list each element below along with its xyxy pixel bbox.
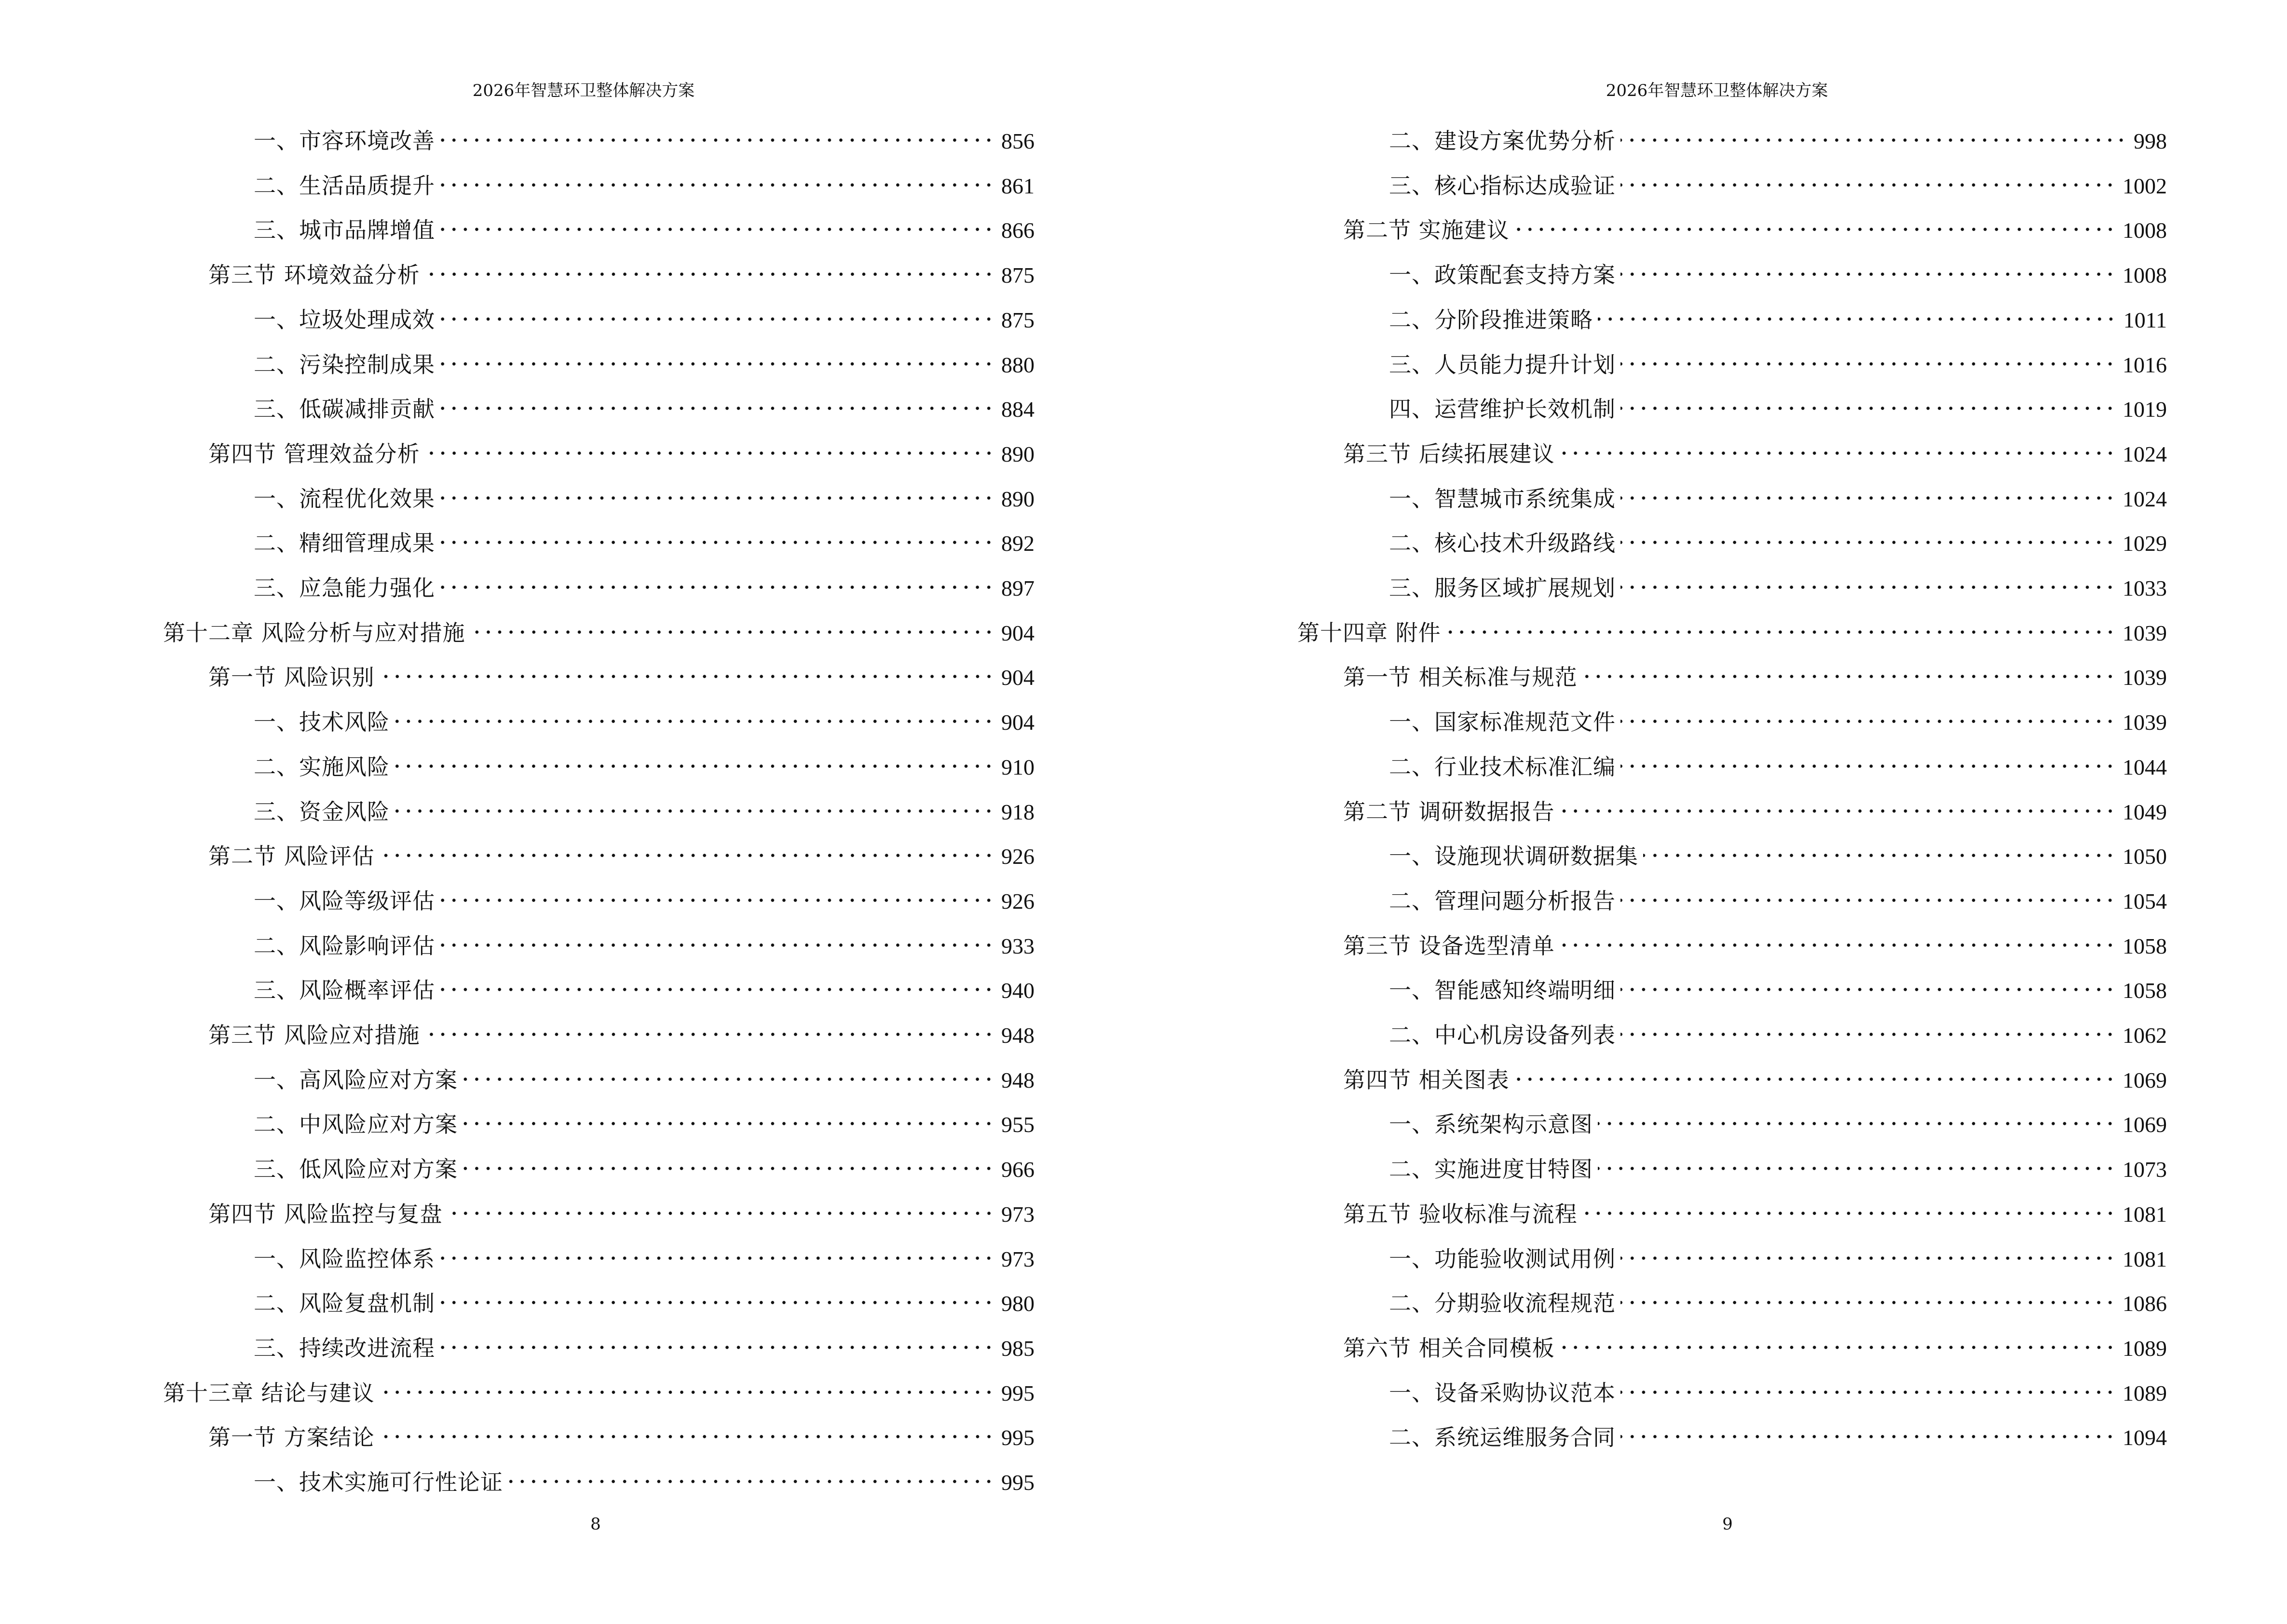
dot-leader [1560,433,2116,462]
toc-entry-title: 二、系统运维服务合同 [1389,1424,1616,1451]
toc-entry-item[interactable] [254,1282,1035,1317]
dot-leader [440,925,994,954]
toc-entry-title: 三、城市品牌增值 [254,217,435,244]
toc-entry-title: 二、分阶段推进策略 [1389,306,1593,333]
toc-entry-page: 1011 [2123,307,2167,332]
dot-leader [395,746,994,775]
toc-entry-title: 第十二章 风险分析与应对措施 [163,619,465,646]
toc-entry-title: 二、中风险应对方案 [254,1111,458,1138]
toc-entry-chapter[interactable] [163,1372,1035,1406]
toc-entry-page: 1044 [2123,754,2167,779]
toc-entry-page: 856 [1001,129,1035,153]
page-number: 8 [590,1515,601,1534]
toc-entry-page: 1086 [2123,1291,2167,1316]
toc-entry-section[interactable] [1343,1327,2167,1361]
dot-leader [1582,1193,2116,1222]
toc-entry-page: 1016 [2123,352,2167,377]
toc-entry-page: 1002 [2123,173,2167,198]
dot-leader [1620,343,2116,372]
toc-entry-section[interactable] [1343,1059,2167,1093]
toc-entry-item[interactable] [1389,164,2167,199]
toc-entry-item[interactable] [1389,120,2167,154]
dot-leader [1560,1327,2116,1356]
toc-entry-title: 三、风险概率评估 [254,977,435,1004]
toc-entry-item[interactable] [254,1461,1035,1495]
toc-entry-page: 995 [1001,1470,1035,1495]
toc-entry-title: 一、风险监控体系 [254,1245,435,1272]
toc-entry-title: 第二节 实施建议 [1343,217,1510,244]
dot-leader [440,880,994,909]
toc-entry-title: 三、资金风险 [254,798,390,825]
toc-entry-page: 940 [1001,978,1035,1003]
toc-entry-section[interactable] [1343,656,2167,691]
dot-leader [1598,1103,2116,1132]
toc-entry-page: 1039 [2123,665,2167,690]
toc-entry-page: 880 [1001,352,1035,377]
toc-entry-title: 一、设施现状调研数据集 [1389,843,1638,870]
dot-leader [1620,254,2116,283]
toc-entry-page: 998 [2134,129,2167,153]
toc-entry-page: 948 [1001,1023,1035,1048]
toc-entry-item[interactable] [1389,1416,2167,1451]
toc-entry-title: 三、持续改进流程 [254,1335,435,1361]
toc-entry-page: 1008 [2123,218,2167,243]
toc-entry-page: 933 [1001,933,1035,958]
toc-entry-item[interactable] [1389,1282,2167,1317]
dot-leader [395,701,994,730]
toc-entry-title: 一、技术实施可行性论证 [254,1469,503,1495]
toc-entry-title: 三、服务区域扩展规划 [1389,575,1616,601]
toc-list [1144,0,2287,1624]
toc-entry-page: 910 [1001,754,1035,779]
toc-entry-title: 一、市容环境改善 [254,128,435,154]
toc-entry-chapter[interactable] [1297,612,2167,646]
toc-entry-title: 二、行业技术标准汇编 [1389,753,1616,780]
toc-entry-page: 980 [1001,1291,1035,1316]
toc-entry-page: 1062 [2123,1023,2167,1048]
toc-entry-item[interactable] [254,388,1035,423]
dot-leader [1582,656,2116,685]
toc-entry-page: 1054 [2123,888,2167,914]
toc-entry-item[interactable] [1389,969,2167,1004]
toc-entry-item[interactable] [1389,880,2167,914]
dot-leader [440,120,994,149]
toc-entry-page: 1050 [2123,844,2167,869]
toc-entry-item[interactable] [1389,746,2167,780]
toc-entry-item[interactable] [1389,522,2167,557]
toc-entry-title: 一、技术风险 [254,709,390,736]
toc-entry-item[interactable] [254,880,1035,914]
toc-entry-title: 三、应急能力强化 [254,575,435,601]
toc-entry-page: 1081 [2123,1201,2167,1227]
toc-entry-title: 第一节 相关标准与规范 [1343,664,1578,691]
toc-entry-page: 1024 [2123,441,2167,466]
toc-entry-title: 一、国家标准规范文件 [1389,709,1616,736]
dot-leader [448,1193,994,1222]
toc-entry-chapter[interactable] [163,612,1035,646]
page-right [1144,0,2287,1624]
toc-entry-title: 二、生活品质提升 [254,172,435,199]
dot-leader [463,1103,994,1132]
toc-entry-item[interactable] [254,1238,1035,1272]
toc-entry-item[interactable] [1389,1103,2167,1138]
dot-leader [1620,1416,2116,1445]
dot-leader [1446,612,2116,641]
toc-entry-page: 861 [1001,173,1035,198]
toc-entry-page: 926 [1001,888,1035,914]
toc-entry-item[interactable] [1389,1238,2167,1272]
dot-leader [1514,1059,2116,1088]
toc-entry-title: 第六节 相关合同模板 [1343,1335,1555,1361]
toc-entry-title: 二、中心机房设备列表 [1389,1022,1616,1048]
toc-entry-item[interactable] [254,567,1035,601]
toc-entry-title: 二、实施风险 [254,753,390,780]
toc-entry-item[interactable] [1389,254,2167,288]
dot-leader [1620,567,2116,596]
dot-leader [440,343,994,372]
toc-entry-page: 875 [1001,307,1035,332]
toc-entry-page: 875 [1001,263,1035,288]
toc-entry-page: 1049 [2123,799,2167,824]
dot-leader [1560,925,2116,954]
dot-leader [380,1372,994,1401]
toc-entry-page: 926 [1001,844,1035,869]
toc-entry-section[interactable] [1343,433,2167,467]
dot-leader [440,1327,994,1356]
toc-entry-title: 一、垃圾处理成效 [254,306,435,333]
toc-entry-page: 973 [1001,1201,1035,1227]
running-header: 2026年智慧环卫整体解决方案 [1606,81,1828,100]
dot-leader [380,1416,994,1445]
running-header: 2026年智慧环卫整体解决方案 [472,81,695,100]
toc-entry-item[interactable] [254,1103,1035,1138]
toc-entry-page: 1039 [2123,620,2167,645]
toc-entry-page: 1024 [2123,486,2167,511]
toc-entry-item[interactable] [1389,835,2167,870]
toc-entry-section[interactable] [208,835,1035,870]
toc-entry-item[interactable] [254,299,1035,333]
dot-leader [1620,969,2116,998]
toc-entry-page: 884 [1001,397,1035,422]
dot-leader [440,209,994,238]
toc-entry-page: 892 [1001,531,1035,556]
dot-leader [508,1461,994,1490]
dot-leader [395,791,994,819]
toc-entry-page: 1094 [2123,1425,2167,1450]
dot-leader [440,388,994,417]
toc-entry-item[interactable] [1389,701,2167,736]
toc-entry-page: 1008 [2123,263,2167,288]
toc-entry-title: 二、分期验收流程规范 [1389,1290,1616,1317]
dot-leader [1620,120,2127,149]
toc-entry-item[interactable] [254,478,1035,512]
dot-leader [1620,388,2116,417]
toc-entry-item[interactable] [1389,567,2167,601]
toc-entry-section[interactable] [1343,791,2167,825]
toc-entry-section[interactable] [1343,925,2167,959]
toc-entry-item[interactable] [254,791,1035,825]
dot-leader [440,1282,994,1311]
toc-entry-page: 1019 [2123,397,2167,422]
toc-entry-item[interactable] [1389,1014,2167,1048]
dot-leader [470,612,994,641]
toc-entry-page: 995 [1001,1380,1035,1406]
toc-entry-page: 966 [1001,1157,1035,1182]
toc-entry-title: 二、风险影响评估 [254,932,435,959]
toc-entry-page: 1069 [2123,1067,2167,1092]
toc-entry-title: 第三节 环境效益分析 [208,262,420,288]
dot-leader [463,1148,994,1177]
dot-leader [1598,1148,2116,1177]
toc-entry-title: 一、智慧城市系统集成 [1389,485,1616,512]
dot-leader [440,969,994,998]
dot-leader [380,835,994,864]
toc-entry-page: 1039 [2123,710,2167,735]
dot-leader [425,254,994,283]
toc-entry-section[interactable] [1343,1193,2167,1227]
toc-entry-title: 三、低碳减排贡献 [254,396,435,423]
toc-entry-title: 一、设备采购协议范本 [1389,1379,1616,1406]
toc-entry-page: 890 [1001,441,1035,466]
toc-entry-title: 三、人员能力提升计划 [1389,351,1616,378]
toc-entry-section[interactable] [208,1193,1035,1227]
toc-entry-title: 第一节 方案结论 [208,1424,375,1451]
toc-entry-page: 904 [1001,620,1035,645]
dot-leader [463,1059,994,1088]
toc-entry-item[interactable] [254,969,1035,1004]
dot-leader [1598,299,2117,328]
dot-leader [440,478,994,506]
toc-entry-title: 二、精细管理成果 [254,530,435,557]
toc-entry-item[interactable] [254,1148,1035,1183]
toc-entry-title: 第四节 相关图表 [1343,1066,1510,1093]
toc-entry-title: 一、高风险应对方案 [254,1066,458,1093]
toc-entry-title: 二、风险复盘机制 [254,1290,435,1317]
dot-leader [440,567,994,596]
toc-entry-page: 897 [1001,576,1035,600]
toc-entry-page: 1089 [2123,1336,2167,1361]
toc-entry-page: 904 [1001,665,1035,690]
toc-entry-item[interactable] [1389,343,2167,378]
toc-entry-section[interactable] [208,1014,1035,1048]
dot-leader [440,1238,994,1267]
toc-entry-title: 二、建设方案优势分析 [1389,128,1616,154]
toc-entry-page: 1089 [2123,1380,2167,1406]
dot-leader [1620,701,2116,730]
dot-leader [425,433,994,462]
toc-entry-section[interactable] [1343,209,2167,244]
toc-entry-page: 866 [1001,218,1035,243]
toc-entry-page: 995 [1001,1425,1035,1450]
toc-entry-item[interactable] [254,343,1035,378]
toc-entry-page: 1069 [2123,1112,2167,1137]
toc-entry-item[interactable] [254,1059,1035,1093]
dot-leader [1514,209,2116,238]
toc-entry-page: 904 [1001,710,1035,735]
toc-entry-title: 三、低风险应对方案 [254,1156,458,1183]
toc-entry-item[interactable] [1389,478,2167,512]
toc-entry-page: 1073 [2123,1157,2167,1182]
page-number: 9 [1722,1515,1733,1534]
toc-entry-title: 第二节 调研数据报告 [1343,798,1555,825]
toc-entry-title: 第十三章 结论与建议 [163,1379,375,1406]
toc-entry-page: 1058 [2123,978,2167,1003]
toc-entry-section[interactable] [208,1416,1035,1451]
toc-entry-item[interactable] [254,925,1035,959]
dot-leader [1620,1014,2116,1043]
dot-leader [1643,835,2116,864]
dot-leader [1620,522,2116,551]
toc-entry-title: 二、实施进度甘特图 [1389,1156,1593,1183]
toc-entry-page: 948 [1001,1067,1035,1092]
toc-entry-title: 三、核心指标达成验证 [1389,172,1616,199]
toc-entry-title: 一、系统架构示意图 [1389,1111,1593,1138]
toc-entry-title: 二、核心技术升级路线 [1389,530,1616,557]
toc-entry-title: 一、政策配套支持方案 [1389,262,1616,288]
toc-entry-section[interactable] [208,254,1035,288]
dot-leader [425,1014,994,1043]
toc-entry-title: 二、污染控制成果 [254,351,435,378]
toc-entry-page: 973 [1001,1246,1035,1271]
toc-entry-title: 第五节 验收标准与流程 [1343,1201,1578,1227]
toc-entry-item[interactable] [254,1327,1035,1361]
dot-leader [1620,880,2116,909]
toc-entry-title: 第四节 管理效益分析 [208,440,420,467]
dot-leader [1620,1238,2116,1267]
dot-leader [440,522,994,551]
dot-leader [380,656,994,685]
toc-entry-item[interactable] [254,209,1035,244]
toc-entry-item[interactable] [254,701,1035,736]
toc-entry-title: 第十四章 附件 [1297,619,1441,646]
dot-leader [440,164,994,193]
toc-entry-section[interactable] [208,433,1035,467]
dot-leader [1620,1282,2116,1311]
dot-leader [1620,746,2116,775]
toc-entry-page: 918 [1001,799,1035,824]
toc-entry-page: 1029 [2123,531,2167,556]
toc-entry-item[interactable] [1389,1372,2167,1406]
dot-leader [440,299,994,328]
toc-entry-title: 一、流程优化效果 [254,485,435,512]
toc-entry-item[interactable] [254,746,1035,780]
toc-entry-item[interactable] [254,522,1035,557]
dot-leader [1620,164,2116,193]
toc-entry-title: 第三节 设备选型清单 [1343,932,1555,959]
toc-entry-page: 985 [1001,1336,1035,1361]
toc-entry-page: 1033 [2123,576,2167,600]
dot-leader [1620,1372,2116,1401]
toc-entry-title: 第四节 风险监控与复盘 [208,1201,443,1227]
toc-entry-title: 一、功能验收测试用例 [1389,1245,1616,1272]
toc-entry-item[interactable] [1389,388,2167,423]
toc-entry-page: 1081 [2123,1246,2167,1271]
dot-leader [1560,791,2116,819]
toc-entry-title: 一、智能感知终端明细 [1389,977,1616,1004]
toc-entry-title: 第二节 风险评估 [208,843,375,870]
toc-entry-title: 一、风险等级评估 [254,887,435,914]
toc-entry-title: 第三节 风险应对措施 [208,1022,420,1048]
dot-leader [1620,478,2116,506]
toc-entry-item[interactable] [254,120,1035,154]
toc-entry-section[interactable] [208,656,1035,691]
toc-entry-title: 四、运营维护长效机制 [1389,396,1616,423]
toc-entry-item[interactable] [254,164,1035,199]
toc-entry-page: 1058 [2123,933,2167,958]
toc-entry-title: 二、管理问题分析报告 [1389,887,1616,914]
toc-entry-page: 890 [1001,486,1035,511]
toc-entry-title: 第三节 后续拓展建议 [1343,440,1555,467]
toc-entry-item[interactable] [1389,299,2167,333]
toc-entry-page: 955 [1001,1112,1035,1137]
toc-entry-item[interactable] [1389,1148,2167,1183]
toc-entry-title: 第一节 风险识别 [208,664,375,691]
